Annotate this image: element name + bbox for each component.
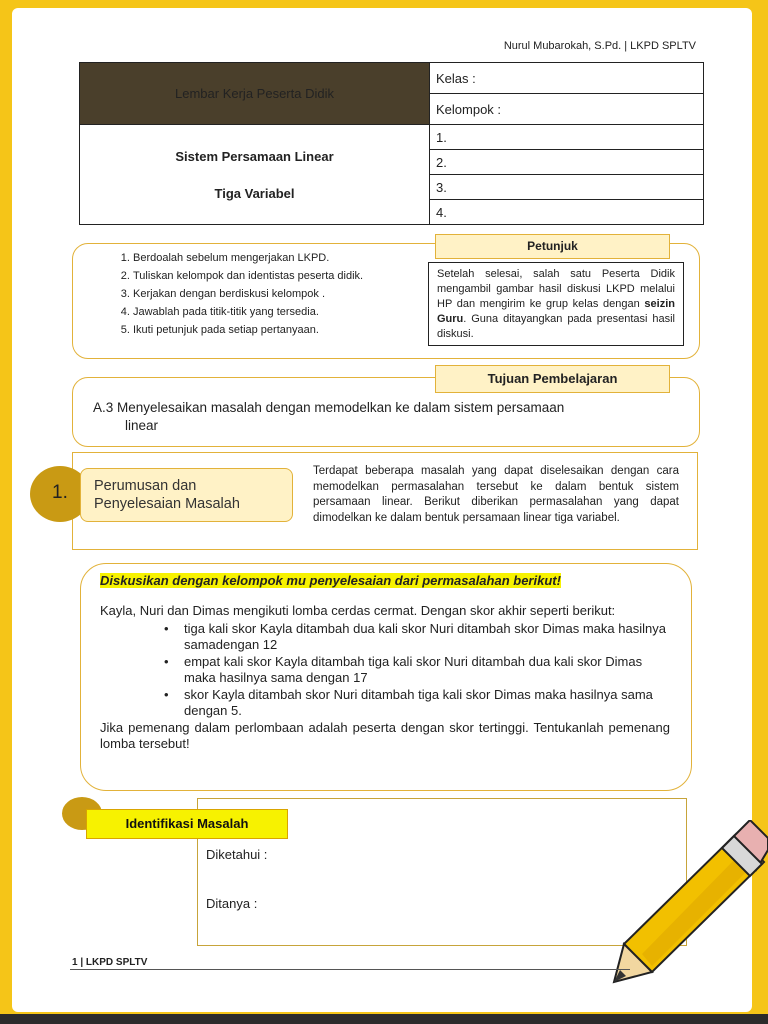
section-heading-line-2: Penyelesaian Masalah <box>94 496 240 512</box>
bottom-bar <box>0 1014 768 1024</box>
worksheet-title <box>80 125 430 225</box>
problem-question: Jika pemenang dalam perlombaan adalah peserta dengan skor tertinggi. Tentukanlah pemenang lomba tersebut! <box>100 719 670 751</box>
instruction-item: 3. Kerjakan dengan berdiskusi kelompok . <box>133 285 433 303</box>
page-footer: 1 | LKPD SPLTV <box>72 957 148 968</box>
section-heading-line-1: Perumusan dan <box>94 478 197 494</box>
pencil-icon <box>600 820 768 990</box>
condition-item <box>164 686 670 720</box>
problem-intro: Kayla, Nuri dan Dimas mengikuti lomba cerdas cermat. Dengan skor akhir seperti berikut: <box>100 603 616 618</box>
problem-heading <box>100 573 561 588</box>
kelas-field: Kelas : <box>430 63 704 94</box>
note-text-end: . Guna ditayangkan pada presentasi hasil diskusi. <box>437 313 675 340</box>
ditanya-label: Ditanya : <box>206 896 258 911</box>
title-line-1: Sistem Persamaan Linear <box>175 148 334 164</box>
identification-tag: Identifikasi Masalah <box>86 809 288 839</box>
objective-line-2: linear <box>125 418 159 433</box>
instruction-item: 4. Jawablah pada titik-titik yang tersedia. <box>133 303 433 321</box>
condition-list <box>164 620 670 720</box>
note-text: Setelah selesai, salah satu Peserta Didik mengambil gambar hasil diskusi LKPD melalui HP dan mengirim ke grup kelas dengan <box>437 268 675 310</box>
objective-text <box>93 399 693 435</box>
note-emphasis: seizin Guru <box>437 298 675 325</box>
condition-text: empat kali skor Kayla ditambah tiga kali skor Nuri ditambah dua kali skor Dimas maka hasilnya sama dengan 17 <box>184 653 643 685</box>
objective-line-1: A.3 Menyelesaikan masalah dengan memodelkan ke dalam sistem persamaan <box>93 400 565 415</box>
problem-heading-text: Diskusikan dengan kelompok mu penyelesaian dari permasalahan berikut! <box>100 573 561 588</box>
member-row-2: 2. <box>430 150 704 175</box>
instructions-list <box>100 249 433 339</box>
section-1-heading-tag <box>80 468 293 522</box>
tujuan-tag: Tujuan Pembelajaran <box>435 365 670 393</box>
condition-text: tiga kali skor Kayla ditambah dua kali skor Nuri ditambah skor Dimas maka hasilnya samadengan 12 <box>184 620 666 652</box>
kelompok-field: Kelompok : <box>430 94 704 125</box>
title-line-2: Tiga Variabel <box>214 185 295 201</box>
lkpd-label: Lembar Kerja Peserta Didik <box>80 63 430 125</box>
header-table <box>79 62 704 225</box>
section-number: 1. <box>52 482 68 503</box>
submission-note <box>428 262 684 346</box>
instruction-item: 2. Tuliskan kelompok dan identistas peserta didik. <box>133 267 433 285</box>
footer-divider <box>70 969 630 970</box>
condition-item <box>164 620 670 654</box>
condition-text: skor Kayla ditambah skor Nuri ditambah tiga kali skor Dimas maka hasilnya sama dengan 5. <box>184 686 653 718</box>
member-row-3: 3. <box>430 175 704 200</box>
condition-item <box>164 653 670 687</box>
petunjuk-tag: Petunjuk <box>435 234 670 259</box>
problem-body <box>100 603 670 753</box>
section-1-description: Terdapat beberapa masalah yang dapat diselesaikan dengan cara memodelkan permasalahan tersebut ke dalam bentuk sistem persamaan linear. Berikut diberikan permasalahan yang dapat dimodelkan ke dalam bentuk persamaan linear tiga variabel. <box>313 465 679 524</box>
diketahui-label: Diketahui : <box>206 847 268 862</box>
header-author: Nurul Mubarokah, S.Pd. | LKPD SPLTV <box>503 40 696 52</box>
instruction-item: 5. Ikuti petunjuk pada setiap pertanyaan. <box>133 321 433 339</box>
member-row-1: 1. <box>430 125 704 150</box>
instruction-item: 1. Berdoalah sebelum mengerjakan LKPD. <box>133 249 433 267</box>
bullet-dot: • <box>164 653 169 669</box>
member-row-4: 4. <box>430 200 704 225</box>
bullet-dot: • <box>164 620 169 636</box>
bullet-dot: • <box>164 686 169 702</box>
